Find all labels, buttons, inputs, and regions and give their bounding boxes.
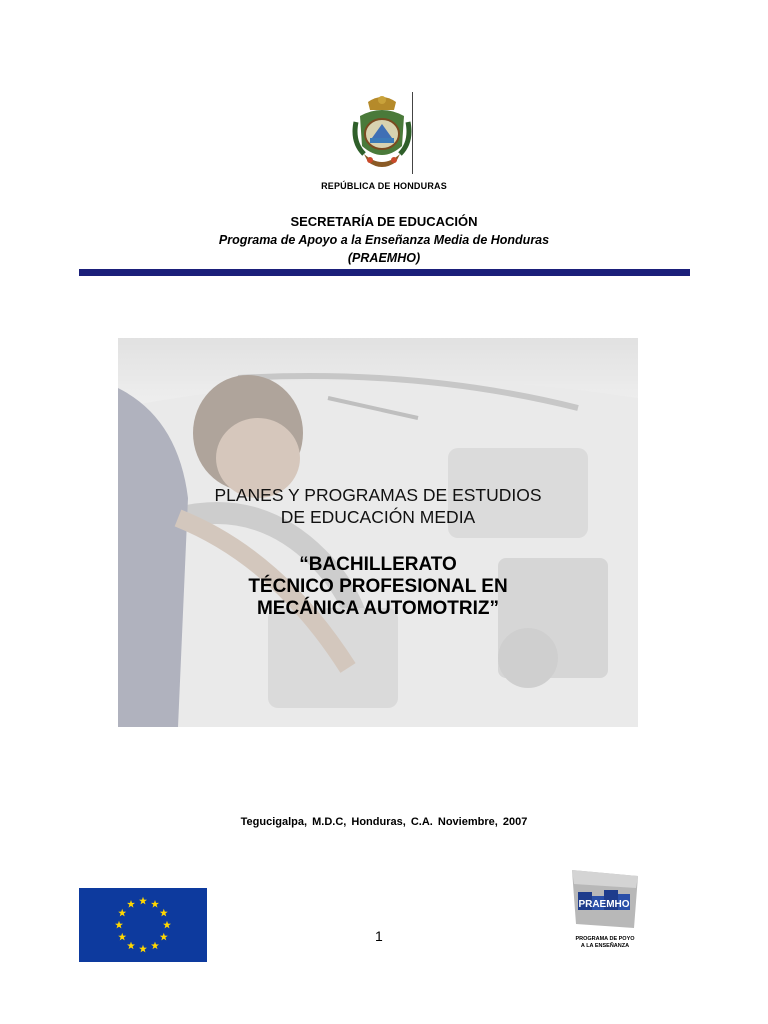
eu-star-icon (151, 900, 159, 908)
cover-title-line-2: DE EDUCACIÓN MEDIA (280, 507, 476, 527)
eu-star-icon (139, 897, 147, 905)
logo-caption-line-1: PROGRAMA DE POYO (575, 936, 635, 942)
eu-star-icon (160, 933, 168, 941)
logo-caption-line-2: A LA ENSEÑANZA (580, 943, 630, 949)
page-number: 1 (375, 928, 383, 944)
eu-star-icon (160, 909, 168, 917)
eu-star-icon (163, 921, 171, 929)
ministry-heading: SECRETARÍA DE EDUCACIÓN (290, 214, 478, 229)
cover-title-line-1: PLANES Y PROGRAMAS DE ESTUDIOS (214, 485, 542, 505)
program-name: Programa de Apoyo a la Enseñanza Media de Honduras (218, 233, 550, 247)
eu-star-icon (118, 909, 126, 917)
cover-subtitle-line-2: TÉCNICO PROFESIONAL EN (248, 576, 508, 597)
eu-star-icon (139, 945, 147, 953)
program-acronym: (PRAEMHO) (347, 251, 421, 265)
eu-star-icon (115, 921, 123, 929)
praemho-logo-text: PRAEMHO (578, 899, 630, 910)
eu-flag-icon (79, 888, 207, 962)
country-heading: REPÚBLICA DE HONDURAS (321, 181, 447, 191)
coat-of-arms-icon (350, 92, 414, 174)
eu-star-icon (151, 942, 159, 950)
eu-star-icon (118, 933, 126, 941)
eu-star-icon (127, 942, 135, 950)
cover-subtitle-line-1: “BACHILLERATO (299, 554, 457, 575)
cover-subtitle-line-3: MECÁNICA AUTOMOTRIZ” (256, 598, 500, 619)
header-rule (79, 269, 690, 276)
eu-star-icon (127, 900, 135, 908)
cover-photo (118, 338, 638, 727)
place-date: Tegucigalpa, M.D.C, Honduras, C.A. Noviembre, 2007 (240, 816, 528, 828)
